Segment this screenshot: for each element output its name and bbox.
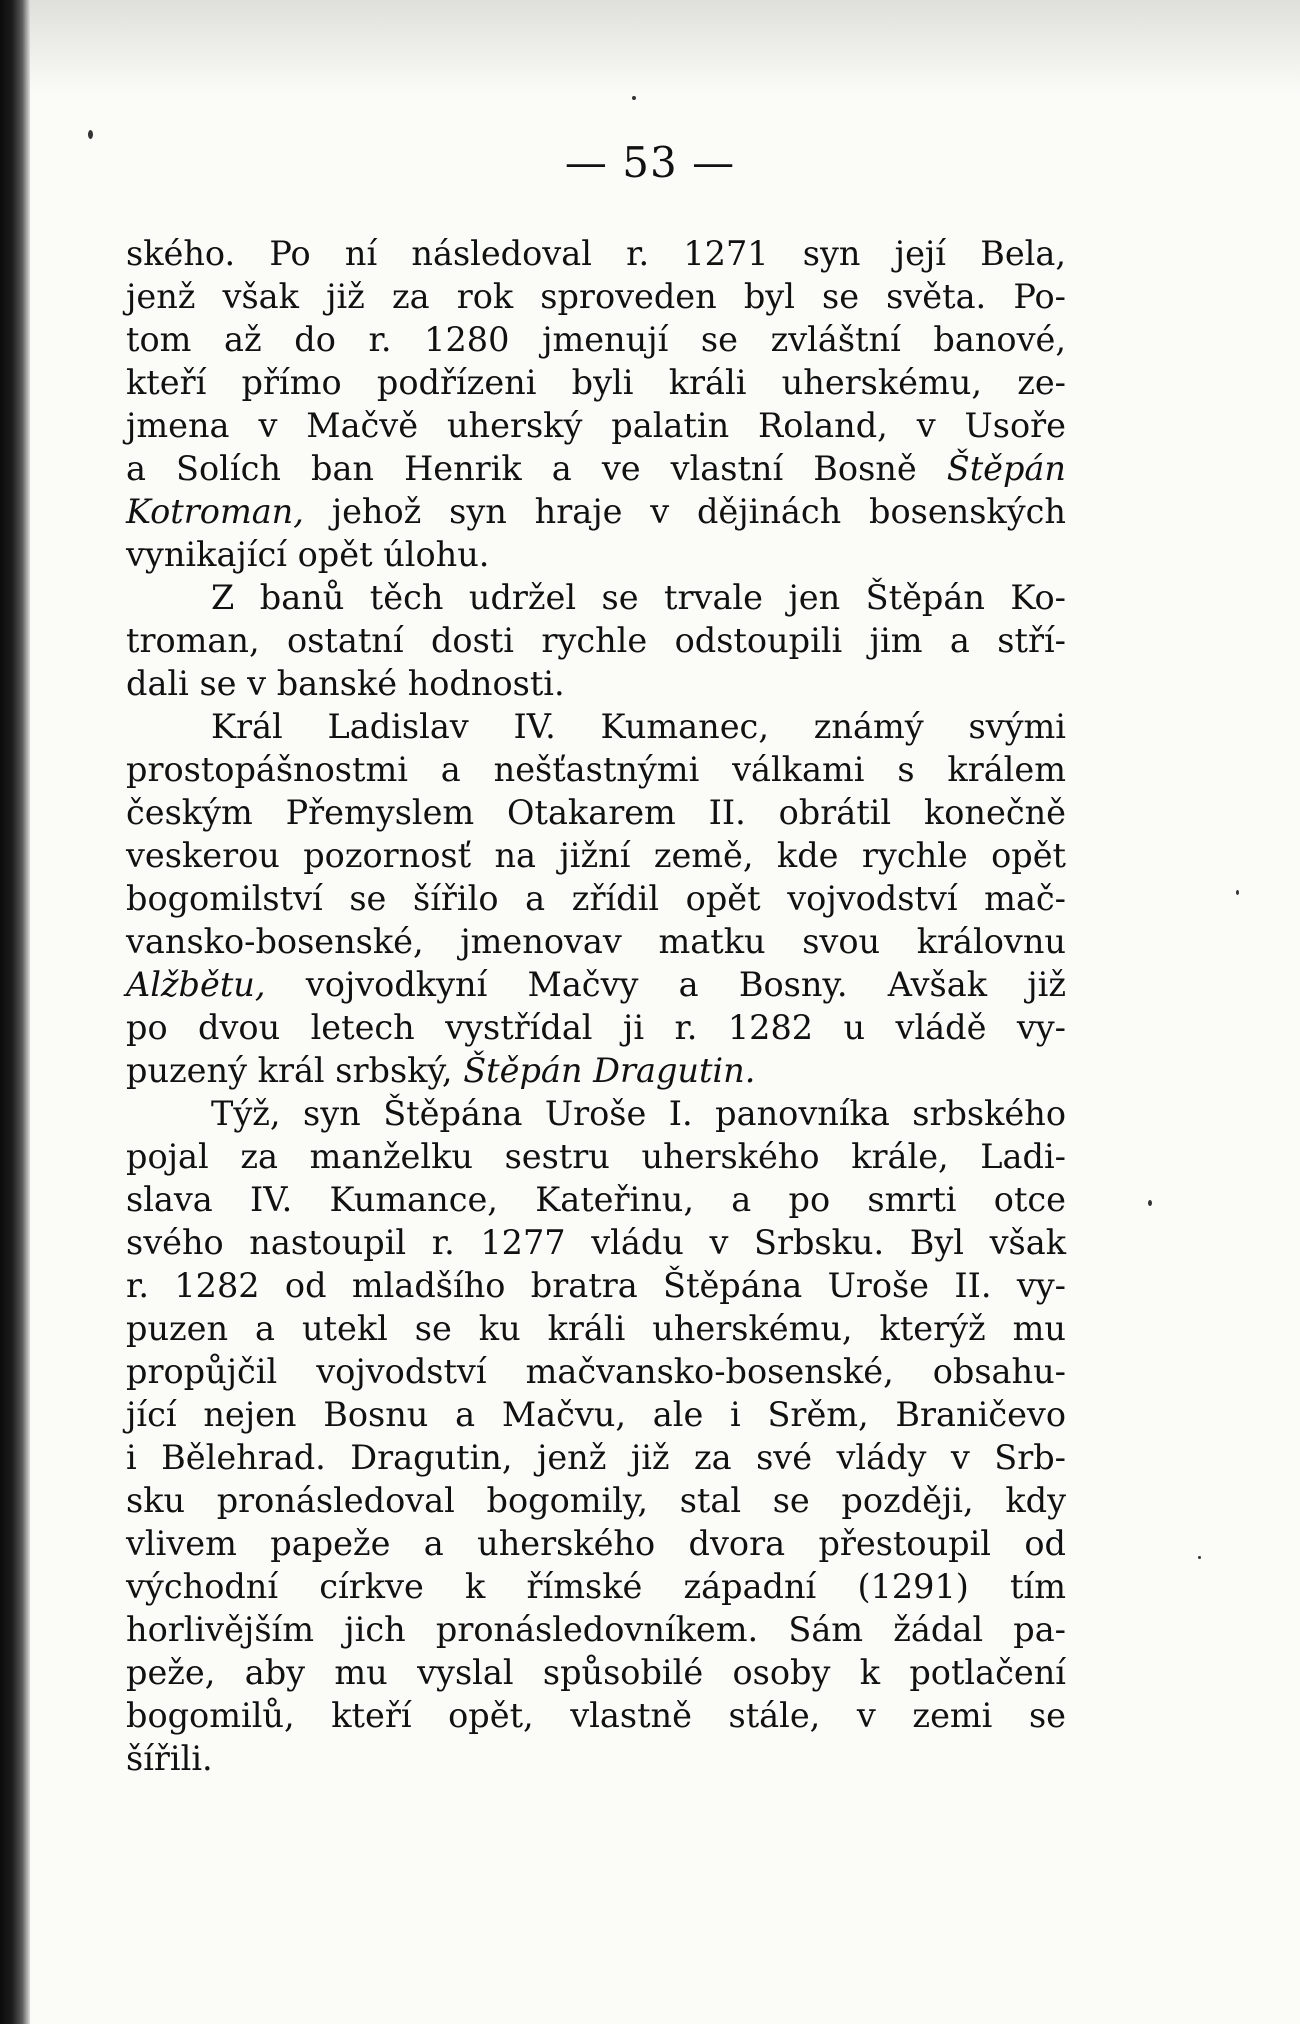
text-line: Týž, syn Štěpána Uroše I. panovníka srbského: [211, 1094, 1066, 1133]
text-line: [126, 490, 1066, 533]
text-line: r. 1282 od mladšího bratra Štěpána Uroše II. vy-: [126, 1266, 1066, 1305]
scan-speck: [1236, 890, 1239, 895]
text-line: českým Přemyslem Otakarem II. obrátil konečně: [126, 793, 1066, 832]
italic-name: Štěpán: [946, 449, 1066, 488]
text-line: východní církve k římské západní (1291) tím: [126, 1567, 1066, 1606]
italic-name: Kotroman,: [126, 492, 304, 531]
text-line: [126, 963, 1066, 1006]
text-line: svého nastoupil r. 1277 vládu v Srbsku. Byl však: [126, 1223, 1066, 1262]
text-line: vansko-bosenské, jmenovav matku svou královnu: [126, 922, 1066, 961]
text-line: ského. Po ní následoval r. 1271 syn její Bela,: [126, 234, 1066, 273]
italic-name: Štěpán Dragutin.: [463, 1051, 756, 1090]
text-line: jenž však již za rok sproveden byl se světa. Po-: [126, 277, 1066, 316]
scan-speck: [632, 96, 636, 100]
scan-smudge: [30, 0, 1300, 95]
text-segment: vojvodkyní Mačvy a Bosny. Avšak již: [305, 965, 1066, 1004]
text-line: jící nejen Bosnu a Mačvu, ale i Srěm, Braničevo: [126, 1395, 1066, 1434]
text-line: sku pronásledoval bogomily, stal se později, kdy: [126, 1481, 1066, 1520]
text-line: tom až do r. 1280 jmenují se zvláštní banové,: [126, 320, 1066, 359]
text-line: šířili.: [126, 1739, 213, 1778]
text-segment: a Solích ban Henrik a ve vlastní Bosně: [126, 449, 917, 488]
text-line: propůjčil vojvodství mačvansko-bosenské, obsahu-: [126, 1352, 1066, 1391]
text-line: vlivem papeže a uherského dvora přestoupil od: [126, 1524, 1066, 1563]
text-line: i Bělehrad. Dragutin, jenž již za své vlády v Srb-: [126, 1438, 1066, 1477]
text-line: po dvou letech vystřídal ji r. 1282 u vládě vy-: [126, 1008, 1066, 1047]
page-binding-edge: [0, 0, 30, 2024]
text-line: pojal za manželku sestru uherského krále, Ladi-: [126, 1137, 1066, 1176]
text-line: puzen a utekl se ku králi uherskému, kterýž mu: [126, 1309, 1066, 1348]
text-line: horlivějším jich pronásledovníkem. Sám žádal pa-: [126, 1610, 1066, 1649]
text-line: bogomilů, kteří opět, vlastně stále, v zemi se: [126, 1696, 1066, 1735]
page-number: — 53 —: [564, 138, 736, 187]
text-line: jmena v Mačvě uherský palatin Roland, v Usoře: [126, 406, 1066, 445]
scan-speck: [1148, 1200, 1152, 1206]
text-line: Z banů těch udržel se trvale jen Štěpán Ko-: [211, 578, 1066, 617]
text-segment: puzený král srbský,: [126, 1051, 453, 1090]
text-line: prostopášnostmi a nešťastnými válkami s králem: [126, 750, 1066, 789]
text-line: Král Ladislav IV. Kumanec, známý svými: [211, 707, 1066, 746]
text-line: kteří přímo podřízeni byli králi uherskému, ze-: [126, 363, 1066, 402]
text-line: slava IV. Kumance, Kateřinu, a po smrti otce: [126, 1180, 1066, 1219]
text-line: bogomilství se šířilo a zřídil opět vojvodství mač-: [126, 879, 1066, 918]
italic-name: Alžbětu,: [126, 965, 266, 1004]
body-text: [126, 232, 1066, 1780]
text-segment: jehož syn hraje v dějinách bosenských: [331, 492, 1066, 531]
text-line: [126, 447, 1066, 490]
text-line: dali se v banské hodnosti.: [126, 664, 565, 703]
text-line: [126, 1049, 1066, 1092]
text-line: troman, ostatní dosti rychle odstoupili jim a stří-: [126, 621, 1066, 660]
scan-speck: [1198, 1556, 1201, 1559]
text-line: vynikající opět úlohu.: [126, 535, 490, 574]
text-line: peže, aby mu vyslal spůsobilé osoby k potlačení: [126, 1653, 1066, 1692]
text-line: veskerou pozornosť na jižní země, kde rychle opět: [126, 836, 1066, 875]
